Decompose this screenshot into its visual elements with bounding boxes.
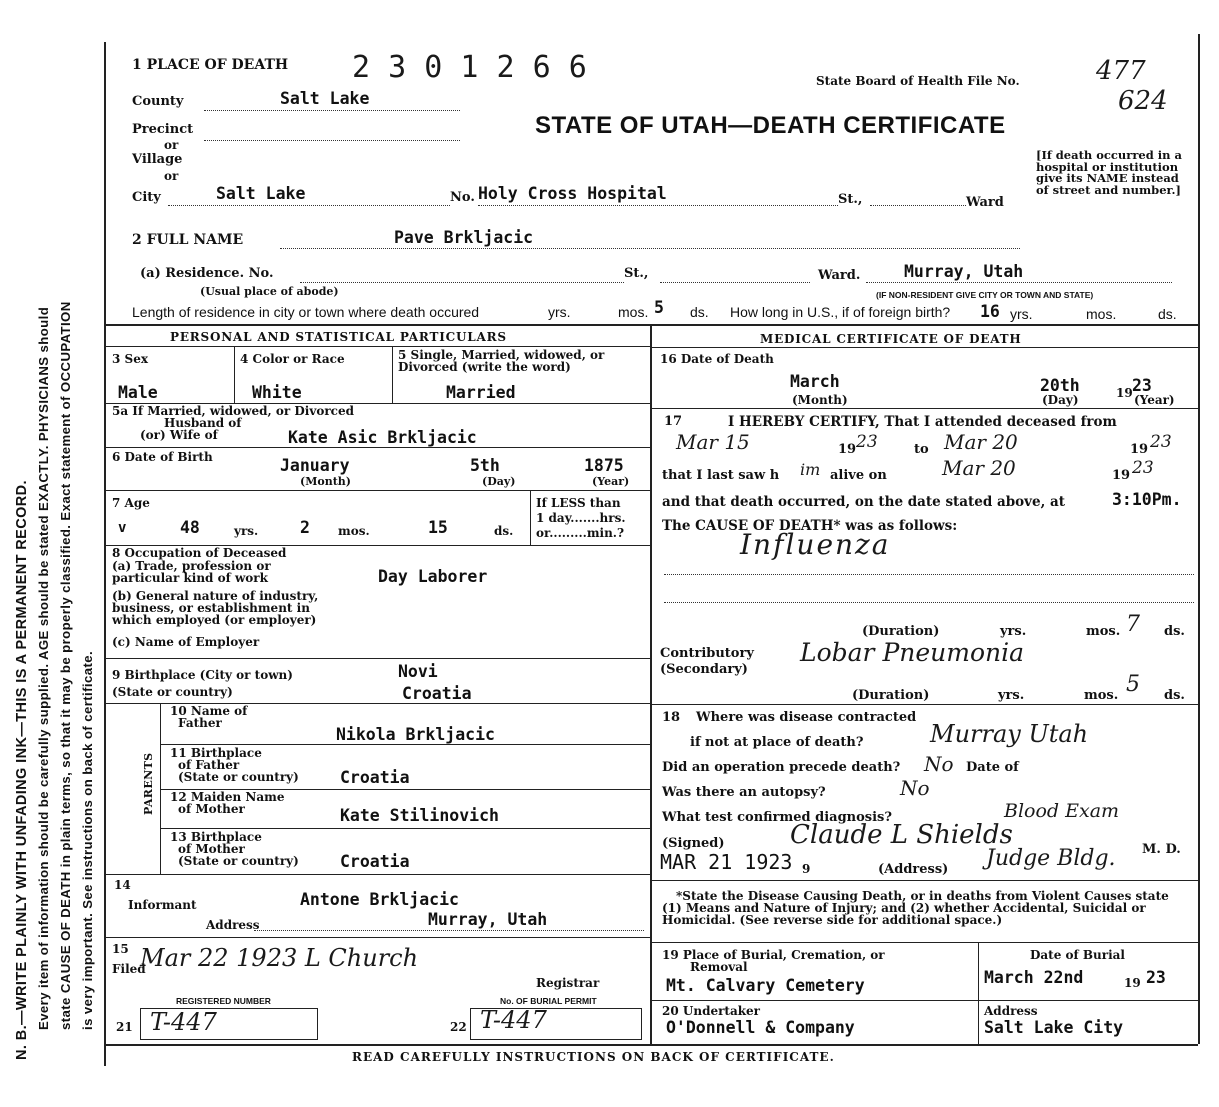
year-caption: (Year) <box>1134 393 1175 407</box>
usual-abode-note: (Usual place of abode) <box>200 285 339 298</box>
stamp-mark: 9 <box>802 862 811 876</box>
residence-st-label: St., <box>624 266 649 281</box>
precinct-label: Precinct <box>132 122 194 137</box>
burial-permit-label: No. OF BURIAL PERMIT <box>500 996 597 1006</box>
cause-value: Influenza <box>740 528 891 561</box>
row-rule <box>106 490 650 491</box>
right-border <box>1198 34 1200 1044</box>
row-rule <box>651 704 1198 705</box>
undertaker-label: 20 Undertaker <box>662 1004 761 1018</box>
section-divider <box>106 324 1198 326</box>
duration-label: (Duration) <box>862 624 940 639</box>
mother-value: Kate Stilinovich <box>340 806 499 825</box>
us-ds-label: ds. <box>1158 306 1177 322</box>
death-occurred-label: and that death occurred, on the date stated above, at <box>662 494 1066 510</box>
street-no-label: No. <box>450 190 475 205</box>
medical-header: MEDICAL CERTIFICATE OF DEATH <box>760 332 1022 346</box>
city-value: Salt Lake <box>216 184 306 203</box>
physician-address: Judge Bldg. <box>986 846 1116 871</box>
last-saw-year-prefix: 19 <box>1112 468 1131 483</box>
operation-value: No <box>924 752 954 776</box>
secondary-label: (Secondary) <box>660 662 748 677</box>
personal-header-rule <box>106 346 650 347</box>
undertaker-address-label: Address <box>984 1004 1038 1018</box>
informant-address-label: Address <box>206 918 260 932</box>
last-saw-year: 23 <box>1132 458 1154 478</box>
us-years-value: 16 <box>980 302 1000 321</box>
less-min-label: or.........min.? <box>536 526 625 540</box>
test-value: Blood Exam <box>1004 800 1120 822</box>
res-mos-value: 5 <box>654 298 664 317</box>
to-year: 23 <box>1150 432 1172 452</box>
duration-label-2: (Duration) <box>852 688 930 703</box>
burial-place-label: 19 Place of Burial, Cremation, or <box>662 948 885 962</box>
mother-birthplace-value: Croatia <box>340 852 410 871</box>
filed-label: Filed <box>112 962 146 976</box>
file-number: 477 <box>1096 56 1146 86</box>
day-caption: (Day) <box>482 475 516 488</box>
marital-value: Married <box>446 383 516 402</box>
informant-number: 14 <box>114 878 131 892</box>
sex-value: Male <box>118 383 158 402</box>
row-rule <box>161 744 650 745</box>
death-time: 3:10Pm. <box>1112 490 1182 509</box>
us-mos-label: mos. <box>1086 306 1117 322</box>
contributory-duration-months: 5 <box>1126 672 1140 697</box>
employer-label: (c) Name of Employer <box>112 635 260 649</box>
filing-stamp-date: MAR 21 1923 <box>660 850 793 874</box>
length-residence-label: Length of residence in city or town where death occured <box>132 304 480 320</box>
row-rule <box>651 942 1198 943</box>
age-days: 15 <box>428 518 448 537</box>
ward-line <box>870 205 966 206</box>
footer-instructions: READ CAREFULLY INSTRUCTIONS ON BACK OF CERTIFICATE. <box>352 1050 835 1064</box>
burial-divider <box>978 943 979 1044</box>
cause-line <box>664 574 1194 575</box>
dur-ds-label: ds. <box>1164 624 1185 639</box>
row-rule <box>161 828 650 829</box>
undertaker-value: O'Donnell & Company <box>666 1018 855 1037</box>
operation-date-label: Date of <box>966 760 1019 775</box>
less-than-label: If LESS than <box>536 496 621 510</box>
contributory-label: Contributory <box>660 646 754 661</box>
reg-21-label: 21 <box>116 1020 133 1034</box>
county-label: County <box>132 94 184 109</box>
burial-permit-value: T-447 <box>480 1006 547 1034</box>
registered-number-value: T-447 <box>150 1008 217 1036</box>
res-yrs-label: yrs. <box>548 304 571 320</box>
father-birthplace-value: Croatia <box>340 768 410 787</box>
md-label: M. D. <box>1142 842 1181 857</box>
undertaker-address-value: Salt Lake City <box>984 1018 1124 1037</box>
father-value: Nikola Brkljacic <box>336 725 495 744</box>
industry-label-1: (b) General nature of industry, <box>112 589 319 603</box>
occupation-a2-label: particular kind of work <box>112 571 268 585</box>
residence-line-3 <box>866 282 1172 283</box>
mother-birthplace-label-3: (State or country) <box>178 854 299 868</box>
ward-label: Ward <box>966 195 1004 210</box>
address-label: (Address) <box>878 862 949 877</box>
burial-date-label: Date of Burial <box>1030 948 1125 962</box>
permanent-record-note: N. B.—WRITE PLAINLY WITH UNFADING INK—THIS IS A PERMANENT RECORD. <box>14 480 30 1060</box>
instructions-line-1: Every item of information should be carefully supplied. AGE should be stated EXACTLY. PHYSICIANS should <box>36 306 51 1030</box>
instructions-line-2: state CAUSE OF DEATH in plain terms, so that it may be properly classified. Exact statement of OCCUPATION <box>58 301 73 1030</box>
mother-name-label: 12 Maiden Name <box>170 790 285 804</box>
disease-contracted-value: Murray Utah <box>930 720 1089 748</box>
dob-day: 5th <box>470 456 500 475</box>
test-label: What test confirmed diagnosis? <box>662 810 892 825</box>
certify-number: 17 <box>664 414 683 429</box>
city-label: City <box>132 190 161 205</box>
father-label: Father <box>178 716 222 730</box>
row-rule <box>106 874 650 875</box>
row-rule <box>106 658 650 659</box>
last-saw-label: that I last saw h <box>662 468 780 483</box>
year-caption: (Year) <box>592 475 630 488</box>
informant-address-line <box>254 930 644 931</box>
spouse-value: Kate Asic Brkljacic <box>288 428 477 447</box>
less-day-label: 1 day.......hrs. <box>536 511 626 525</box>
village-label: Village <box>132 152 183 167</box>
residence-line-2 <box>660 282 810 283</box>
birthplace-label: 9 Birthplace (City or town) <box>112 668 293 682</box>
mother-birthplace-label: 13 Birthplace <box>170 830 262 844</box>
dur-mos-label: mos. <box>1086 624 1121 639</box>
father-birthplace-label: 11 Birthplace <box>170 746 262 760</box>
physician-signature: Claude L Shields <box>790 820 1013 850</box>
age-label: 7 Age <box>112 496 150 510</box>
us-residence-label: How long in U.S., if of foreign birth? <box>730 304 951 320</box>
non-resident-note: (IF NON-RESIDENT GIVE CITY OR TOWN AND STATE) <box>876 290 1094 300</box>
registered-number-label: REGISTERED NUMBER <box>176 996 271 1006</box>
mother-birthplace-label-2: of Mother <box>178 842 245 856</box>
alive-on-label: alive on <box>830 468 887 483</box>
from-year-prefix: 19 <box>838 442 857 457</box>
sex-label: 3 Sex <box>112 352 148 366</box>
certify-label: I HEREBY CERTIFY, That I attended deceased from <box>728 414 1117 430</box>
to-label: to <box>914 442 929 457</box>
color-label: 4 Color or Race <box>240 352 345 366</box>
industry-label-3: which employed (or employer) <box>112 613 317 627</box>
contributory-value: Lobar Pneumonia <box>800 638 1025 667</box>
reg-22-label: 22 <box>450 1020 467 1034</box>
hospital-note: [If death occurred in a hospital or institution give its NAME instead of street and number.] <box>1036 148 1182 197</box>
informant-label: Informant <box>128 898 197 912</box>
filed-signature: Mar 22 1923 L Church <box>140 944 419 972</box>
institution-value: Holy Cross Hospital <box>478 184 667 203</box>
father-birthplace-label-3: (State or country) <box>178 770 299 784</box>
row-rule <box>651 880 1198 881</box>
full-name-value: Pave Brkljacic <box>394 228 534 247</box>
medical-header-rule <box>651 347 1198 348</box>
or-label: or <box>164 169 179 183</box>
month-caption: (Month) <box>300 475 351 488</box>
place-of-death-q-label: if not at place of death? <box>690 735 864 750</box>
signed-label: (Signed) <box>662 836 725 851</box>
row-rule <box>651 1000 1198 1001</box>
removal-label: Removal <box>690 960 748 974</box>
birth-country-value: Croatia <box>402 684 472 703</box>
registrar-label: Registrar <box>536 976 600 990</box>
autopsy-value: No <box>900 776 930 800</box>
county-value: Salt Lake <box>280 89 370 108</box>
burial-year-prefix: 19 <box>1124 976 1141 990</box>
cause-footnote: *State the Disease Causing Death, or in deaths from Violent Causes state (1) Means and Nature of Injury; and (2) whether Accidental, Suicidal or Homicidal. (See reverse side for additional space.) <box>662 889 1169 927</box>
death-month: March <box>790 372 840 391</box>
operation-label: Did an operation precede death? <box>662 760 901 775</box>
burial-year: 23 <box>1146 968 1166 987</box>
res-mos-label: mos. <box>618 304 649 320</box>
dob-label: 6 Date of Birth <box>112 450 213 464</box>
residence-ward-label: Ward. <box>818 268 861 283</box>
industry-label-2: business, or establishment in <box>112 601 310 615</box>
color-divider <box>392 347 393 403</box>
certificate-title: STATE OF UTAH—DEATH CERTIFICATE <box>535 112 1006 139</box>
age-mos-label: mos. <box>338 524 370 538</box>
spouse-label-3: (or) Wife of <box>140 428 218 442</box>
filed-number: 15 <box>112 942 129 956</box>
autopsy-label: Was there an autopsy? <box>662 785 826 800</box>
burial-place-value: Mt. Calvary Cemetery <box>666 976 865 995</box>
row-rule <box>106 937 650 938</box>
or-label: or <box>164 138 179 152</box>
age-divider <box>530 491 531 545</box>
board-file-label: State Board of Health File No. <box>816 74 1020 88</box>
marital-label: 5 Single, Married, widowed, or Divorced (write the word) <box>398 348 605 374</box>
attended-from: Mar 15 <box>676 430 750 454</box>
informant-address-value: Murray, Utah <box>428 910 548 929</box>
left-margin-rule <box>104 42 106 1066</box>
precinct-line <box>204 140 460 141</box>
dur2-yrs-label: yrs. <box>998 688 1025 703</box>
residence-label: (a) Residence. No. <box>140 266 274 281</box>
parents-label: PARENTS <box>142 752 155 815</box>
street-line <box>478 205 838 206</box>
sex-divider <box>234 347 235 403</box>
dob-month: January <box>280 456 350 475</box>
age-months: 2 <box>300 518 310 537</box>
residence-value: Murray, Utah <box>904 262 1024 281</box>
occupation-a-label: (a) Trade, profession or <box>112 559 271 573</box>
row-rule <box>651 408 1198 409</box>
q18-number: 18 <box>662 710 681 725</box>
name-line <box>280 248 1020 249</box>
res-ds-label: ds. <box>690 304 709 320</box>
mother-label: of Mother <box>178 802 245 816</box>
from-year: 23 <box>856 432 878 452</box>
last-saw-pronoun: im <box>800 460 821 479</box>
duration-months: 7 <box>1126 612 1140 637</box>
informant-value: Antone Brkljacic <box>300 890 459 909</box>
file-number-2: 624 <box>1118 86 1168 116</box>
city-line <box>168 205 450 206</box>
occupation-value: Day Laborer <box>378 567 488 586</box>
age-yrs-label: yrs. <box>234 524 259 538</box>
occupation-label: 8 Occupation of Deceased <box>112 546 287 560</box>
certificate-number: 2 3 0 1 2 6 6 <box>352 50 587 85</box>
age-check: v <box>118 520 127 536</box>
date-of-death-label: 16 Date of Death <box>660 352 774 366</box>
residence-line <box>300 282 624 283</box>
spouse-label-2: Husband of <box>164 416 242 430</box>
death-year: 23 <box>1132 376 1152 395</box>
death-year-prefix: 19 <box>1116 386 1133 400</box>
day-caption: (Day) <box>1042 393 1079 407</box>
birth-city-value: Novi <box>398 662 438 681</box>
age-years: 48 <box>180 518 200 537</box>
age-ds-label: ds. <box>494 524 514 538</box>
birthplace-country-label: (State or country) <box>112 685 233 699</box>
bottom-border <box>106 1044 1198 1046</box>
dur2-mos-label: mos. <box>1084 688 1119 703</box>
disease-contracted-label: Where was disease contracted <box>696 710 917 725</box>
cause-line <box>664 602 1194 603</box>
attended-to: Mar 20 <box>944 430 1018 454</box>
full-name-label: 2 FULL NAME <box>132 232 244 248</box>
us-yrs-label: yrs. <box>1010 306 1033 322</box>
burial-date-value: March 22nd <box>984 968 1084 987</box>
spouse-label-1: 5a If Married, widowed, or Divorced <box>112 404 354 418</box>
dur-yrs-label: yrs. <box>1000 624 1027 639</box>
st-label: St., <box>838 192 863 207</box>
row-rule <box>106 447 650 448</box>
place-of-death-label: 1 PLACE OF DEATH <box>132 57 289 73</box>
personal-header: PERSONAL AND STATISTICAL PARTICULARS <box>170 330 507 344</box>
to-year-prefix: 19 <box>1130 442 1149 457</box>
father-birthplace-label-2: of Father <box>178 758 240 772</box>
cause-label: The CAUSE OF DEATH* was as follows: <box>662 518 958 534</box>
color-value: White <box>252 383 302 402</box>
dur2-ds-label: ds. <box>1164 688 1185 703</box>
county-line <box>204 110 460 111</box>
month-caption: (Month) <box>792 393 848 407</box>
father-name-label: 10 Name of <box>170 704 248 718</box>
last-saw-date: Mar 20 <box>942 456 1016 480</box>
dob-year: 1875 <box>584 456 624 475</box>
death-day: 20th <box>1040 376 1080 395</box>
instructions-line-3: is very important. See instructions on back of certificate. <box>80 650 95 1030</box>
column-divider <box>650 325 652 1044</box>
